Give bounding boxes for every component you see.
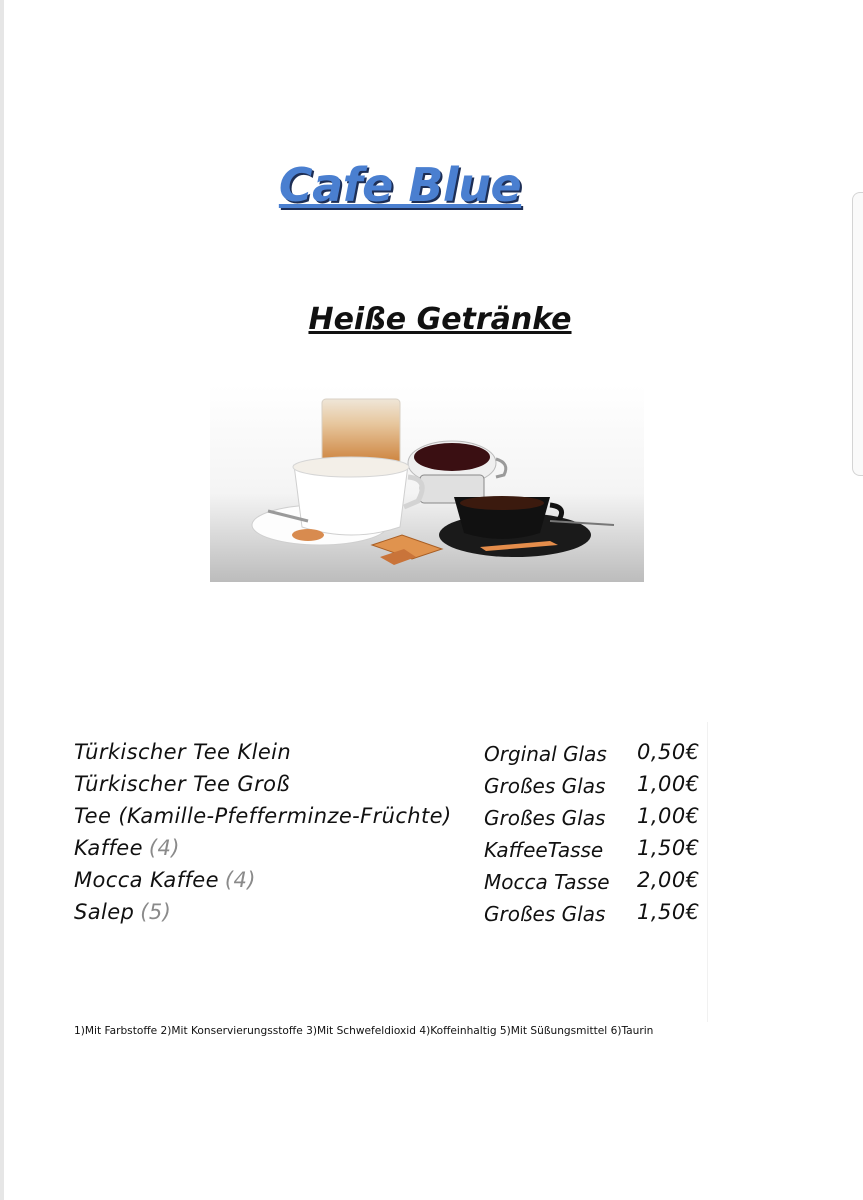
menu-item-size: Großes Glas [484, 806, 606, 830]
hot-drinks-photo [210, 385, 644, 582]
menu-item [74, 804, 714, 836]
scan-crease-line [707, 722, 708, 1022]
menu-item-name: Kaffee [74, 836, 143, 860]
menu-item [74, 900, 714, 932]
menu-item-price: 1,50€ [637, 836, 700, 860]
menu-item-size: Orginal Glas [484, 742, 607, 766]
menu-item [74, 868, 714, 900]
menu-item-size: Mocca Tasse [484, 870, 610, 894]
menu-item-size: KaffeeTasse [484, 838, 604, 862]
menu-item-price: 2,00€ [637, 868, 700, 892]
menu-item-size: Großes Glas [484, 774, 606, 798]
menu-item [74, 740, 714, 772]
cafe-name: Cafe Blue [278, 158, 522, 212]
menu-item-allergen: (4) [148, 836, 180, 860]
menu-item-size: Großes Glas [484, 902, 606, 926]
menu-item-price: 0,50€ [637, 740, 700, 764]
menu-item [74, 836, 714, 868]
menu-item-price: 1,00€ [637, 804, 700, 828]
drinks-menu [74, 740, 714, 932]
menu-item [74, 772, 714, 804]
menu-item-price: 1,50€ [637, 900, 700, 924]
menu-item-name: Mocca Kaffee [74, 868, 219, 892]
additives-footnote: 1)Mit Farbstoffe 2)Mit Konservierungsstoffe 3)Mit Schwefeldioxid 4)Koffeinhaltig 5)Mit Süßungsmittel 6)Taurin [74, 1025, 654, 1037]
menu-item-name: Salep [74, 900, 135, 924]
menu-item-price: 1,00€ [637, 772, 700, 796]
menu-item-allergen: (4) [224, 868, 256, 892]
menu-item-name: Türkischer Tee Groß [74, 772, 291, 796]
menu-item-name: Tee (Kamille-Pfefferminze-Früchte) [74, 804, 452, 828]
menu-item-allergen: (5) [140, 900, 172, 924]
menu-item-name: Türkischer Tee Klein [74, 740, 292, 764]
section-title: Heiße Getränke [308, 302, 572, 337]
